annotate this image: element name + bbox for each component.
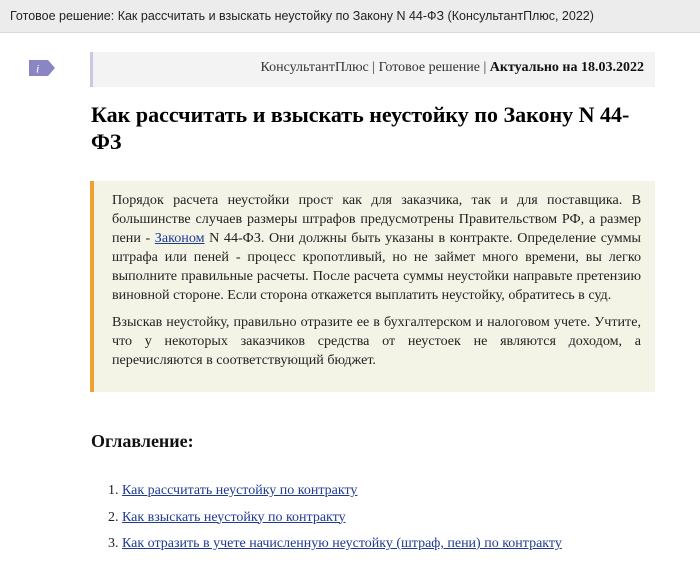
document-meta-bar: [90, 52, 655, 87]
toc-item-number: 3.: [108, 536, 122, 551]
summary-box: [90, 181, 655, 392]
page-title: Как рассчитать и взыскать неустойку по Закону N 44-ФЗ: [91, 102, 630, 154]
meta-type: Готовое решение: [378, 60, 480, 75]
toc-heading: Оглавление:: [91, 431, 194, 451]
toc-item: [108, 510, 562, 537]
toc-link-calculate[interactable]: Как рассчитать неустойку по контракту: [122, 483, 358, 498]
toc-item-number: 2.: [108, 509, 122, 525]
summary-paragraph-1: [112, 191, 641, 305]
toc-item: [108, 536, 562, 563]
window-title-bar: [0, 0, 700, 33]
summary-paragraph-2: Взыскав неустойку, правильно отразите ее в бухгалтерском и налоговом учете. Учтите, что у некоторых заказчиков средства от неустоек не являются доходом, а перечисляются в соответствующий бюджет.: [112, 314, 641, 368]
summary-text: N 44-ФЗ. Они должны быть указаны в контракте. Определение суммы штрафа или пеней - процесс кропотливый, но не займет много времени, вы легко выполните правильные расчеты. После расчета суммы неустойки направьте претензию виновной стороне. Если сторона откажется выплатить неустойку, обратитесь в суд.: [112, 230, 642, 303]
info-icon[interactable]: [29, 60, 55, 76]
summary-text: Порядок расчета неустойки прост как для заказчика, так и для поставщика. В большинстве случаев размеры штрафов предусмотрены Правительством РФ, а размер пени -: [112, 192, 641, 246]
toc-link-accounting[interactable]: Как отразить в учете начисленную неустойку (штраф, пени) по контракту: [122, 536, 562, 551]
svg-text:i: i: [36, 61, 40, 76]
toc-item-number: 1.: [108, 483, 122, 498]
meta-source: КонсультантПлюс: [260, 60, 369, 75]
meta-actual-date: Актуально на 18.03.2022: [489, 60, 644, 75]
meta-separator: |: [479, 60, 490, 75]
window-title: Готовое решение: Как рассчитать и взыскать неустойку по Закону N 44-ФЗ (КонсультантПлюс, 2022): [10, 9, 594, 23]
toc-link-collect[interactable]: Как взыскать неустойку по контракту: [122, 509, 346, 525]
toc-item: [108, 483, 562, 510]
table-of-contents: [108, 483, 562, 563]
law-link[interactable]: Законом: [154, 230, 205, 246]
meta-separator: |: [368, 60, 379, 75]
